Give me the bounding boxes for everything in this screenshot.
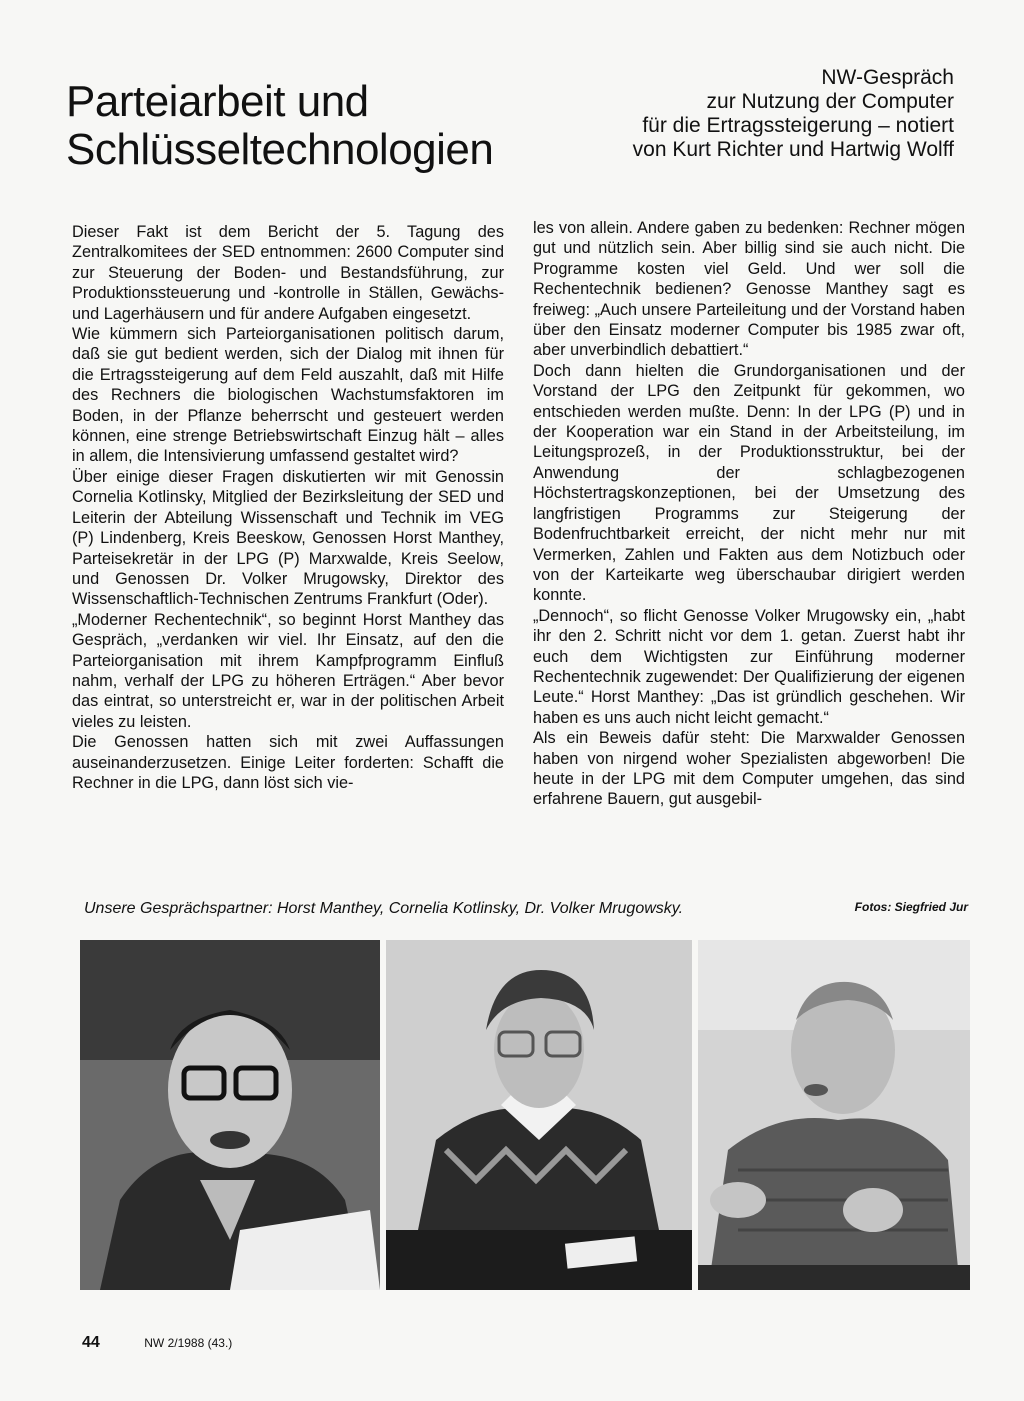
subtitle-line-2: zur Nutzung der Computer [706,90,954,113]
page-number: 44 [82,1334,100,1351]
paragraph: „Moderner Rechentechnik“, so beginnt Horst Manthey das Gespräch, „verdanken wir viel. Ihr Einsatz, auf den die Parteiorganisation mit ihrem Kampfprogramm Einfluß nahm, verhalf der LPG zu höheren Erträgen.“ Aber bevor das eintrat, so unterstreicht er, war in der politischen Arbeit vieles zu leisten. [72,610,504,731]
photo-cornelia-kotlinsky [386,940,692,1290]
paragraph: Doch dann hielten die Grundorganisationen und der Vorstand der LPG den Zeitpunkt für gekommen, wo entschieden werden mußte. Denn: In der LPG (P) und in der Kooperation war ein Stand in der Arbeitsteilung, im Leitungsprozeß, in der Produktionsstruktur, bei der Anwendung der schlagbezogenen Höchstertragskonzeptionen, bei der Umsetzung des langfristigen Programms zur Steigerung der Bodenfruchtbarkeit erreicht, der nicht mehr nur mit Vermerken, Zahlen und Fakten aus dem Notizbuch oder von der Karteikarte weg überschaubar dirigiert werden konnte. [533,361,965,605]
paragraph: les von allein. Andere gaben zu bedenken: Rechner mögen gut und nützlich sein. Aber billig sind sie auch nicht. Die Programme kosten viel Geld. Und wer soll die Rechentechnik bedienen? Genosse Manthey sagt es freiweg: „Auch unsere Parteileitung und der Vorstand haben über den Einsatz moderner Computer bis 1985 zwar oft, aber unverbindlich debattiert.“ [533,219,965,360]
paragraph: Wie kümmern sich Parteiorganisationen politisch darum, daß sie gut bedient werden, sich der Dialog mit ihnen für die Ertragssteigerung auf dem Feld auszahlt, daß mit Hilfe des Rechners die biologischen Wachstumsfaktoren im Boden, in der Pflanze beherrscht und gesteuert werden können, eine strenge Betriebswirtschaft Einzug hält – alles in allem, die Intensivierung umfassend gestaltet wird? [72,325,504,466]
article-column-right [533,218,965,810]
headline-line-2: Schlüsseltechnologien [66,125,494,174]
subtitle-line-1: NW-Gespräch [821,66,954,89]
photo-caption: Unsere Gesprächspartner: Horst Manthey, Cornelia Kotlinsky, Dr. Volker Mrugowsky. [84,900,684,917]
paragraph: Über einige dieser Fragen diskutierten wir mit Genossin Cornelia Kotlinsky, Mitglied der Bezirksleitung der SED und Leiterin der Abteilung Wissenschaft und Technik im VEG (P) Lindenberg, Kreis Beeskow, Genossen Horst Manthey, Parteisekretär in der LPG (P) Marxwalde, Kreis Seelow, und Genossen Dr. Volker Mrugowsky, Direktor des Wissenschaftlich-Technischen Zentrums Frankfurt (Oder). [72,467,504,609]
issue-label: NW 2/1988 (43.) [144,1336,233,1350]
page-footer [82,1334,232,1352]
photo-volker-mrugowsky [698,940,970,1290]
headline [66,78,493,174]
paragraph: Die Genossen hatten sich mit zwei Auffassungen auseinanderzusetzen. Einige Leiter forderten: Schafft die Rechner in die LPG, dann löst sich vie- [72,733,504,792]
photo-credit: Fotos: Siegfried Jur [854,900,968,914]
subtitle [534,66,954,162]
subtitle-line-3: für die Ertragssteigerung – notiert [642,114,954,137]
headline-line-1: Parteiarbeit und [66,77,369,126]
photo-horst-manthey [80,940,380,1290]
paragraph: Dieser Fakt ist dem Bericht der 5. Tagung des Zentralkomitees der SED entnommen: 2600 Computer sind zur Steuerung der Boden- und Bestandsführung, zur Produktionssteuerung und -kontrolle in Ställen, Gewächs- und Lagerhäusern und für andere Aufgaben eingesetzt. [72,223,504,323]
article-column-left [72,222,504,793]
paragraph: Als ein Beweis dafür steht: Die Marxwalder Genossen haben von nirgend woher Spezialisten abgeworben! Die heute in der LPG mit dem Computer umgehen, das sind erfahrene Bauern, gut ausgebil- [533,729,965,809]
subtitle-line-4: von Kurt Richter und Hartwig Wolff [632,138,954,161]
paragraph: „Dennoch“, so flicht Genosse Volker Mrugowsky ein, „habt ihr den 2. Schritt nicht vor dem 1. getan. Zuerst habt ihr euch dem Wichtigsten zur Einführung moderner Rechentechnik zugewendet: Der Qualifizierung der eigenen Leute.“ Horst Manthey: „Das ist gründlich geschehen. Wir haben es uns auch nicht leicht gemacht.“ [533,606,965,727]
